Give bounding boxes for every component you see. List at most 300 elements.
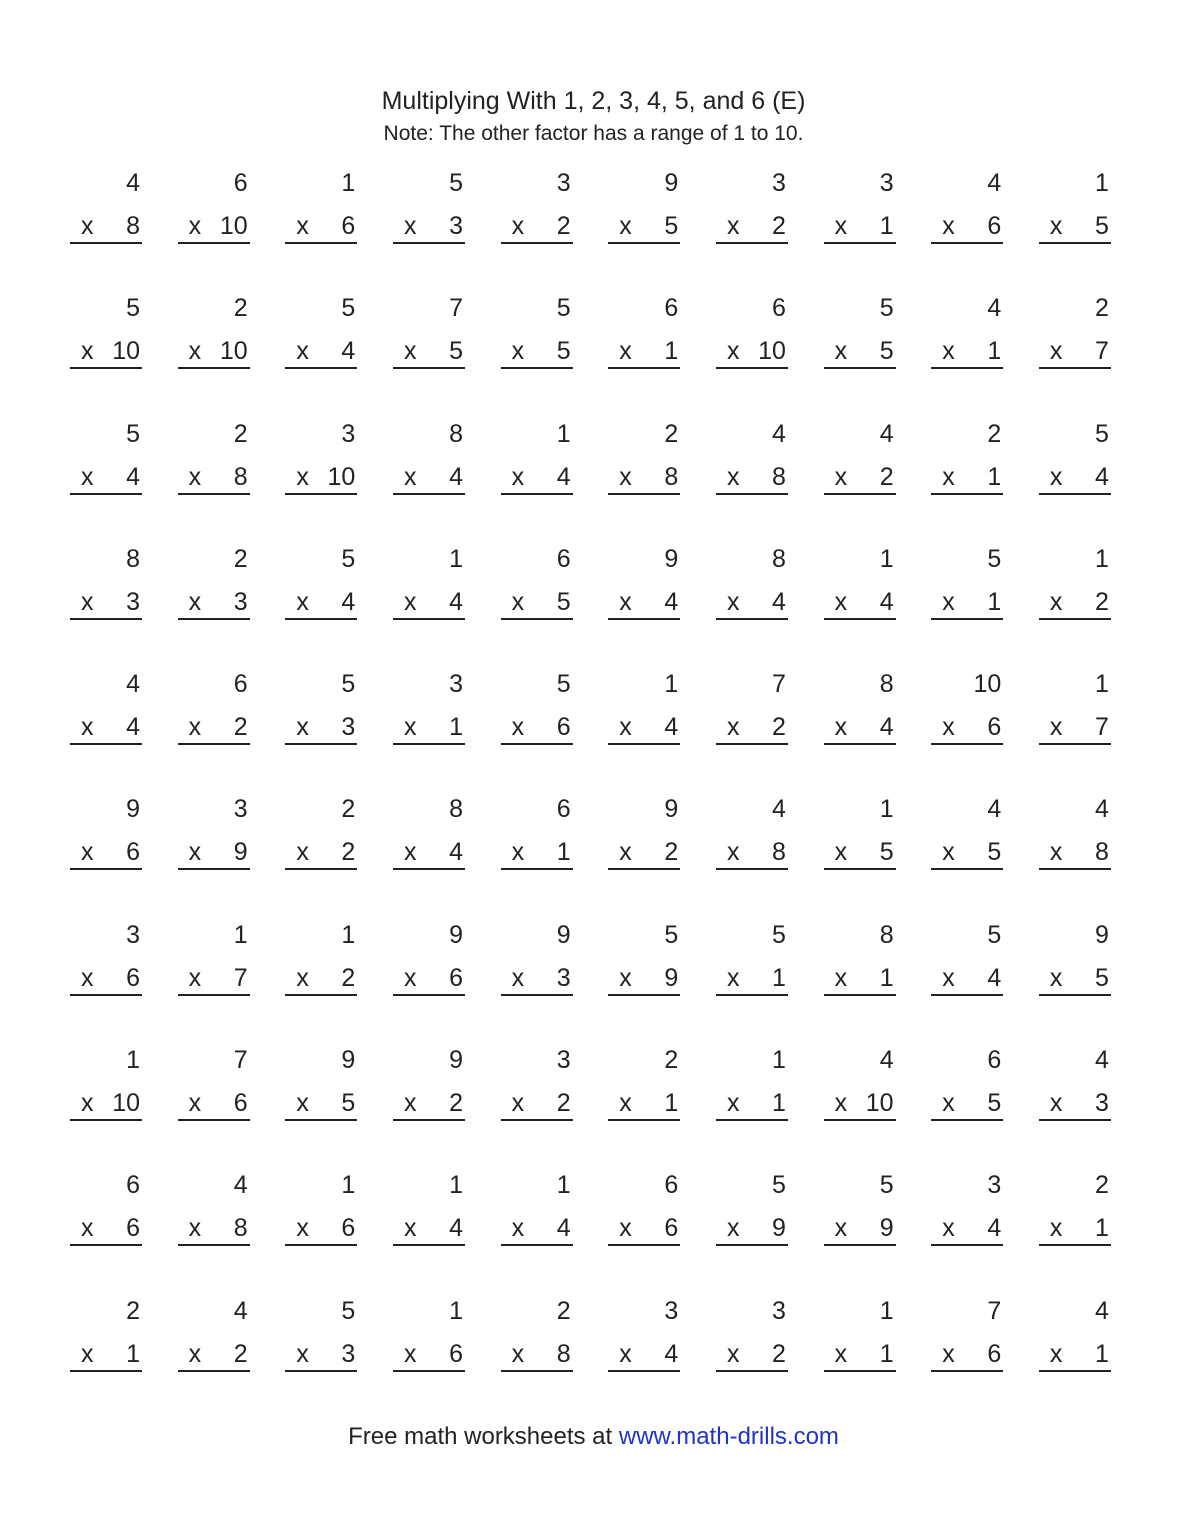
multiplication-problem [285, 293, 357, 418]
multiplication-problem [501, 1170, 573, 1295]
multiply-sign: x [1049, 337, 1063, 366]
bottom-line [501, 587, 573, 620]
top-factor: 7 [772, 670, 786, 699]
bottom-factor: 1 [1095, 1339, 1109, 1368]
multiply-sign: x [81, 462, 94, 491]
bottom-factor: 9 [664, 963, 679, 992]
multiplication-problem [70, 168, 142, 293]
bottom-line [393, 1088, 465, 1121]
top-factor: 8 [879, 670, 894, 699]
multiply-sign: x [1049, 462, 1063, 491]
bottom-factor: 3 [233, 587, 248, 616]
multiply-sign: x [619, 1339, 632, 1368]
multiply-sign: x [942, 838, 955, 867]
bottom-line [716, 587, 788, 620]
top-factor: 5 [772, 920, 786, 949]
multiplication-problem [70, 419, 142, 544]
bottom-line [824, 837, 896, 870]
top-factor: 5 [126, 419, 140, 448]
multiplication-problem [393, 1296, 465, 1421]
multiplication-problem [285, 1296, 357, 1421]
multiplication-problem [824, 794, 896, 919]
bottom-line [716, 963, 788, 996]
top-factor: 1 [1095, 169, 1109, 197]
bottom-line [1039, 211, 1111, 244]
top-factor: 5 [879, 294, 894, 323]
top-factor: 9 [664, 544, 679, 573]
multiply-sign: x [619, 587, 632, 616]
multiplication-problem [931, 920, 1003, 1045]
top-factor: 4 [772, 795, 786, 824]
bottom-factor: 2 [772, 212, 786, 240]
multiply-sign: x [1049, 838, 1063, 867]
multiplication-problem [716, 293, 788, 418]
multiplication-problem [501, 1296, 573, 1421]
bottom-factor: 6 [987, 713, 1002, 742]
top-factor: 4 [987, 795, 1002, 824]
multiplication-problem [393, 669, 465, 794]
bottom-line [501, 963, 573, 996]
multiply-sign: x [834, 337, 848, 366]
bottom-line [393, 587, 465, 620]
multiplication-problem [285, 794, 357, 919]
bottom-line [393, 837, 465, 870]
bottom-line [393, 1213, 465, 1246]
multiplication-problem [70, 544, 142, 669]
multiplication-problem [716, 1296, 788, 1421]
bottom-factor: 7 [1095, 713, 1109, 742]
multiplication-problem [70, 1045, 142, 1170]
bottom-factor: 7 [233, 963, 248, 992]
multiplication-problem [70, 1296, 142, 1421]
multiply-sign: x [188, 713, 202, 742]
bottom-factor: 6 [126, 1214, 140, 1243]
multiplication-problem [716, 1170, 788, 1295]
bottom-line [824, 1213, 896, 1246]
bottom-factor: 10 [112, 1089, 140, 1118]
bottom-line [1039, 587, 1111, 620]
bottom-factor: 10 [865, 1089, 894, 1118]
bottom-factor: 4 [556, 1214, 571, 1243]
bottom-factor: 1 [772, 1089, 786, 1118]
bottom-line [393, 1339, 465, 1372]
bottom-factor: 2 [556, 212, 571, 240]
multiply-sign: x [81, 1089, 94, 1118]
multiplication-problem [824, 1045, 896, 1170]
multiply-sign: x [1049, 212, 1063, 240]
bottom-factor: 10 [758, 337, 786, 366]
multiplication-problem [501, 920, 573, 1045]
bottom-line [70, 1213, 142, 1246]
bottom-factor: 8 [772, 462, 786, 491]
bottom-line [931, 336, 1003, 369]
multiplication-problem [178, 1296, 250, 1421]
top-factor: 5 [987, 544, 1002, 573]
multiplication-problem [178, 669, 250, 794]
multiply-sign: x [403, 713, 417, 742]
bottom-line [178, 837, 250, 870]
bottom-line [178, 587, 250, 620]
multiplication-problem [824, 1296, 896, 1421]
multiply-sign: x [619, 963, 632, 992]
multiplication-problem [178, 168, 250, 293]
multiplication-problem [1039, 293, 1111, 418]
bottom-factor: 6 [233, 1089, 248, 1118]
multiply-sign: x [188, 462, 202, 491]
top-factor: 4 [233, 1171, 248, 1200]
multiply-sign: x [511, 337, 525, 366]
bottom-factor: 2 [449, 1089, 463, 1118]
multiplication-problem [393, 1045, 465, 1170]
multiply-sign: x [403, 462, 417, 491]
bottom-line [501, 1339, 573, 1372]
multiplication-problem [931, 794, 1003, 919]
bottom-line [1039, 837, 1111, 870]
multiply-sign: x [511, 462, 525, 491]
multiplication-problem [608, 669, 680, 794]
bottom-line [285, 1213, 357, 1246]
top-factor: 6 [126, 1171, 140, 1200]
multiplication-problem [285, 669, 357, 794]
bottom-line [716, 336, 788, 369]
top-factor: 5 [341, 544, 356, 573]
bottom-factor: 4 [449, 587, 463, 616]
bottom-line [1039, 1088, 1111, 1121]
multiplication-problem [178, 920, 250, 1045]
top-factor: 10 [973, 670, 1002, 699]
bottom-line [608, 587, 680, 620]
multiply-sign: x [403, 1089, 417, 1118]
multiplication-problem [824, 293, 896, 418]
bottom-factor: 4 [664, 1339, 679, 1368]
bottom-factor: 8 [664, 462, 679, 491]
bottom-factor: 4 [449, 1214, 463, 1243]
multiply-sign: x [619, 212, 632, 240]
top-factor: 1 [1095, 670, 1109, 699]
multiply-sign: x [511, 713, 525, 742]
top-factor: 6 [664, 1171, 679, 1200]
bottom-factor: 6 [126, 838, 140, 867]
top-factor: 4 [772, 419, 786, 448]
multiply-sign: x [942, 462, 955, 491]
bottom-line [285, 462, 357, 495]
bottom-line [285, 837, 357, 870]
top-factor: 1 [879, 1296, 894, 1325]
bottom-factor: 1 [879, 1339, 894, 1368]
multiply-sign: x [188, 337, 202, 366]
multiplication-problem [931, 544, 1003, 669]
top-factor: 6 [987, 1046, 1002, 1075]
multiply-sign: x [403, 212, 417, 240]
bottom-line [178, 1339, 250, 1372]
multiply-sign: x [942, 1089, 955, 1118]
bottom-factor: 6 [449, 963, 463, 992]
multiplication-problem [931, 1170, 1003, 1295]
top-factor: 9 [449, 1046, 463, 1075]
top-factor: 4 [987, 169, 1002, 197]
top-factor: 3 [772, 169, 786, 197]
bottom-factor: 9 [772, 1214, 786, 1243]
multiply-sign: x [726, 713, 740, 742]
bottom-factor: 2 [341, 838, 356, 867]
multiply-sign: x [726, 1089, 740, 1118]
bottom-factor: 4 [1095, 462, 1109, 491]
top-factor: 1 [449, 1171, 463, 1200]
bottom-line [824, 336, 896, 369]
multiplication-problem [70, 794, 142, 919]
top-factor: 6 [233, 670, 248, 699]
bottom-factor: 5 [987, 1089, 1002, 1118]
bottom-line [393, 211, 465, 244]
bottom-line [608, 963, 680, 996]
top-factor: 9 [1095, 920, 1109, 949]
top-factor: 4 [1095, 795, 1109, 824]
bottom-line [716, 211, 788, 244]
top-factor: 3 [341, 419, 356, 448]
multiplication-problem [393, 1170, 465, 1295]
bottom-factor: 3 [556, 963, 571, 992]
multiplication-problem [178, 1045, 250, 1170]
multiply-sign: x [726, 1339, 740, 1368]
multiply-sign: x [942, 1339, 955, 1368]
multiplication-problem [931, 1296, 1003, 1421]
multiplication-problem [608, 920, 680, 1045]
multiplication-problem [393, 920, 465, 1045]
multiplication-problem [824, 669, 896, 794]
bottom-line [824, 462, 896, 495]
multiplication-problem [501, 419, 573, 544]
top-factor: 6 [772, 294, 786, 323]
bottom-factor: 3 [126, 587, 140, 616]
multiply-sign: x [942, 337, 955, 366]
bottom-line [285, 712, 357, 745]
multiply-sign: x [1049, 1339, 1063, 1368]
multiplication-problem [824, 168, 896, 293]
bottom-line [608, 211, 680, 244]
multiply-sign: x [619, 462, 632, 491]
bottom-line [1039, 462, 1111, 495]
bottom-line [285, 336, 357, 369]
top-factor: 8 [449, 795, 463, 824]
top-factor: 9 [449, 920, 463, 949]
bottom-line [608, 1213, 680, 1246]
multiply-sign: x [403, 963, 417, 992]
bottom-line [608, 1339, 680, 1372]
bottom-line [1039, 1213, 1111, 1246]
bottom-factor: 4 [126, 462, 140, 491]
multiply-sign: x [942, 713, 955, 742]
multiply-sign: x [726, 587, 740, 616]
bottom-line [716, 462, 788, 495]
bottom-line [931, 837, 1003, 870]
footer-text: Free math worksheets at [348, 1423, 619, 1450]
multiply-sign: x [511, 1339, 525, 1368]
multiply-sign: x [511, 838, 525, 867]
top-factor: 4 [1095, 1046, 1109, 1075]
bottom-factor: 6 [341, 1214, 356, 1243]
bottom-line [70, 963, 142, 996]
multiplication-problem [1039, 1170, 1111, 1295]
multiply-sign: x [726, 1214, 740, 1243]
bottom-line [716, 1339, 788, 1372]
top-factor: 6 [233, 169, 248, 197]
bottom-line [824, 1088, 896, 1121]
bottom-line [393, 462, 465, 495]
bottom-factor: 2 [879, 462, 894, 491]
bottom-factor: 1 [556, 838, 571, 867]
bottom-line [1039, 963, 1111, 996]
bottom-line [393, 712, 465, 745]
bottom-factor: 10 [327, 462, 356, 491]
multiplication-problem [285, 168, 357, 293]
bottom-factor: 3 [341, 713, 356, 742]
bottom-factor: 4 [341, 337, 356, 366]
top-factor: 1 [664, 670, 679, 699]
bottom-line [608, 712, 680, 745]
multiply-sign: x [834, 1089, 848, 1118]
top-factor: 2 [664, 1046, 679, 1075]
bottom-line [178, 462, 250, 495]
top-factor: 9 [556, 920, 571, 949]
bottom-factor: 3 [341, 1339, 356, 1368]
bottom-line [285, 1339, 357, 1372]
bottom-line [70, 336, 142, 369]
multiply-sign: x [403, 1214, 417, 1243]
bottom-factor: 8 [233, 462, 248, 491]
top-factor: 4 [233, 1296, 248, 1325]
multiply-sign: x [188, 212, 202, 240]
bottom-line [1039, 1339, 1111, 1372]
bottom-factor: 4 [449, 462, 463, 491]
bottom-line [70, 837, 142, 870]
bottom-factor: 4 [341, 587, 356, 616]
bottom-line [285, 963, 357, 996]
bottom-line [608, 1088, 680, 1121]
multiplication-problem [608, 1045, 680, 1170]
multiplication-problem [178, 419, 250, 544]
multiplication-problem [285, 1045, 357, 1170]
multiplication-problem [824, 1170, 896, 1295]
multiply-sign: x [81, 713, 94, 742]
bottom-factor: 4 [664, 713, 679, 742]
multiplication-problem [393, 419, 465, 544]
multiply-sign: x [834, 838, 848, 867]
bottom-factor: 6 [341, 212, 356, 240]
multiply-sign: x [619, 838, 632, 867]
top-factor: 2 [126, 1296, 140, 1325]
multiplication-problem [501, 544, 573, 669]
bottom-line [608, 462, 680, 495]
multiply-sign: x [1049, 713, 1063, 742]
bottom-factor: 5 [664, 212, 679, 240]
top-factor: 8 [879, 920, 894, 949]
top-factor: 5 [341, 1296, 356, 1325]
top-factor: 5 [772, 1171, 786, 1200]
bottom-factor: 8 [233, 1214, 248, 1243]
bottom-line [70, 712, 142, 745]
footer-link[interactable]: www.math-drills.com [618, 1423, 839, 1450]
bottom-factor: 3 [1095, 1089, 1109, 1118]
bottom-factor: 6 [664, 1214, 679, 1243]
bottom-factor: 7 [1095, 337, 1109, 366]
multiply-sign: x [403, 1339, 417, 1368]
multiplication-problem [1039, 544, 1111, 669]
multiply-sign: x [726, 212, 740, 240]
multiply-sign: x [942, 212, 955, 240]
bottom-line [931, 1339, 1003, 1372]
bottom-factor: 1 [126, 1339, 140, 1368]
multiplication-problem [70, 293, 142, 418]
multiplication-problem [824, 419, 896, 544]
bottom-factor: 5 [1095, 963, 1109, 992]
bottom-factor: 5 [1095, 212, 1109, 240]
multiplication-problem [1039, 1296, 1111, 1421]
bottom-line [501, 336, 573, 369]
bottom-factor: 6 [556, 713, 571, 742]
multiplication-problem [285, 920, 357, 1045]
bottom-factor: 6 [126, 963, 140, 992]
multiplication-problem [608, 1170, 680, 1295]
multiply-sign: x [1049, 587, 1063, 616]
top-factor: 2 [556, 1296, 571, 1325]
bottom-line [716, 1088, 788, 1121]
multiplication-problem [393, 293, 465, 418]
bottom-factor: 6 [987, 212, 1002, 240]
multiplication-problem [501, 168, 573, 293]
multiply-sign: x [511, 1089, 525, 1118]
top-factor: 2 [233, 544, 248, 573]
top-factor: 5 [556, 670, 571, 699]
multiply-sign: x [403, 337, 417, 366]
multiplication-problem [1039, 669, 1111, 794]
multiplication-problem [178, 293, 250, 418]
multiplication-problem [70, 1170, 142, 1295]
multiply-sign: x [834, 1214, 848, 1243]
top-factor: 7 [233, 1046, 248, 1075]
multiply-sign: x [403, 838, 417, 867]
top-factor: 9 [664, 169, 679, 197]
multiply-sign: x [296, 1089, 309, 1118]
multiply-sign: x [619, 337, 632, 366]
bottom-factor: 8 [556, 1339, 571, 1368]
bottom-factor: 4 [664, 587, 679, 616]
bottom-line [501, 837, 573, 870]
top-factor: 2 [1095, 294, 1109, 323]
top-factor: 5 [126, 294, 140, 323]
top-factor: 1 [449, 1296, 463, 1325]
multiplication-problem [716, 669, 788, 794]
bottom-line [501, 1213, 573, 1246]
bottom-line [716, 712, 788, 745]
bottom-line [931, 211, 1003, 244]
multiply-sign: x [296, 1339, 309, 1368]
multiply-sign: x [1049, 1214, 1063, 1243]
top-factor: 5 [449, 169, 463, 197]
multiply-sign: x [81, 587, 94, 616]
multiply-sign: x [188, 963, 202, 992]
top-factor: 8 [126, 544, 140, 573]
bottom-line [824, 1339, 896, 1372]
bottom-factor: 10 [219, 337, 248, 366]
bottom-factor: 8 [772, 838, 786, 867]
worksheet-title: Multiplying With 1, 2, 3, 4, 5, and 6 (E) [381, 87, 806, 115]
top-factor: 1 [556, 419, 571, 448]
bottom-factor: 6 [987, 1339, 1002, 1368]
top-factor: 3 [879, 169, 894, 197]
bottom-factor: 2 [1095, 587, 1109, 616]
top-factor: 9 [341, 1046, 356, 1075]
top-factor: 3 [556, 169, 571, 197]
